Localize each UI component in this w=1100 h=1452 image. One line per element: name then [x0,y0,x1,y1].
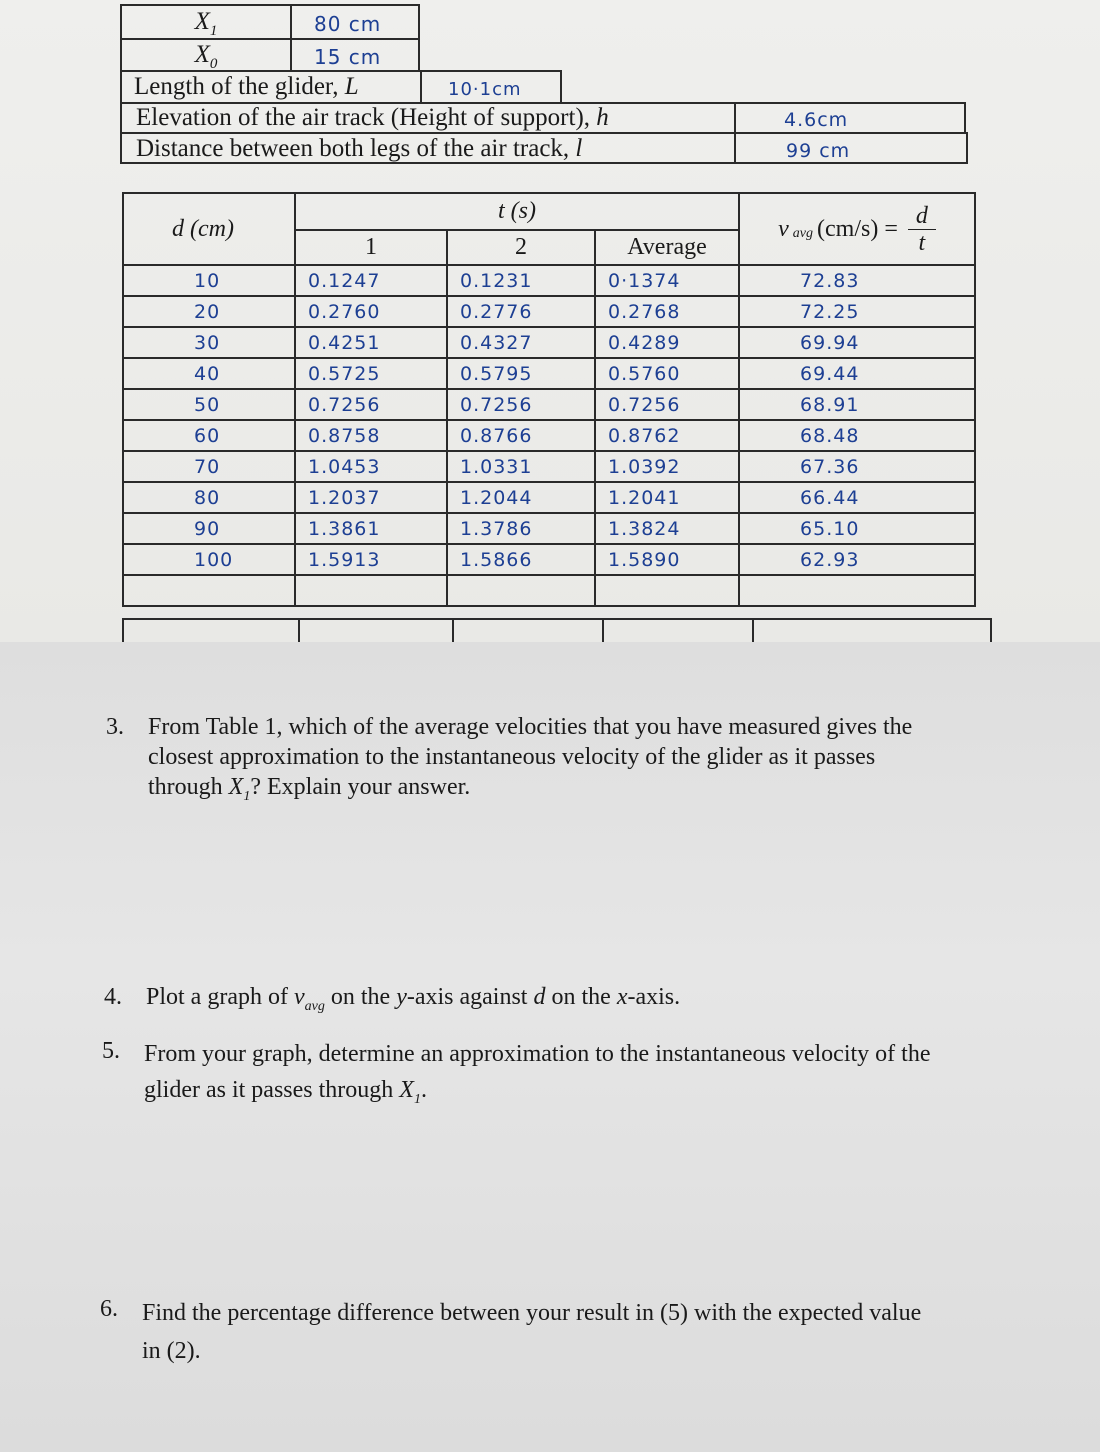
length-value: 10·1cm [448,79,522,100]
x1-label-cell [120,4,292,40]
velocity-symbol: v [778,215,789,242]
x0-value-cell [290,38,420,72]
elevation-label-cell [120,102,736,134]
header-average: Average [595,230,739,265]
table-row-empty [123,575,975,606]
question-3-line1: From Table 1, which of the average velocities that you have measured gives the [148,714,913,740]
velocity-unit: (cm/s) = [817,215,898,242]
question-3-number: 3. [106,714,124,740]
length-label-cell [120,70,422,104]
data-table [122,192,976,607]
header-t: t (s) [295,193,739,230]
velocity-fraction: $\frac{d}{t}$ [908,203,936,256]
distance-label-cell [120,132,736,164]
question-6-number: 6. [100,1296,118,1322]
table-row: 80 1.2037 1.2044 1.2041 66.44 [123,482,975,513]
table-row: 20 0.2760 0.2776 0.2768 72.25 [123,296,975,327]
question-5-line1: From your graph, determine an approximation to the instantaneous velocity of the [144,1041,931,1067]
length-label: Length of the glider, [134,73,345,100]
header-d: d (cm) [123,193,295,265]
x0-label-cell [120,38,292,72]
header-velocity [739,193,975,265]
elevation-symbol: h [596,104,609,131]
distance-value: 99 cm [786,140,851,162]
question-6-line2: in (2). [142,1338,201,1364]
x1-value-cell [290,4,420,40]
x1-value: 80 cm [314,12,382,36]
table-row: 70 1.0453 1.0331 1.0392 67.36 [123,451,975,482]
header-t2: 2 [447,230,595,265]
x0-label: X [194,41,210,68]
x1-label: X [194,8,210,35]
elevation-value-cell [734,102,966,134]
x1-sub: 1 [209,23,218,39]
table-row: 60 0.8758 0.8766 0.8762 68.48 [123,420,975,451]
length-symbol: L [344,73,359,100]
elevation-label: Elevation of the air track (Height of support), [136,104,597,131]
header-t1: 1 [295,230,447,265]
x0-sub: 0 [209,56,218,72]
table-row: 10 0.1247 0.1231 0·1374 72.83 [123,265,975,296]
length-value-cell [420,70,562,104]
question-5-number: 5. [102,1038,120,1064]
table-row: 30 0.4251 0.4327 0.4289 69.94 [123,327,975,358]
elevation-value: 4.6cm [784,109,849,131]
distance-label: Distance between both legs of the air track, [136,135,576,162]
distance-value-cell [734,132,968,164]
velocity-sub: avg [792,226,814,241]
question-4-number: 4. [104,984,122,1010]
table-row: 50 0.7256 0.7256 0.7256 68.91 [123,389,975,420]
question-6-line1: Find the percentage difference between your result in (5) with the expected value [142,1300,922,1326]
distance-symbol: l [575,135,583,162]
table-row: 90 1.3861 1.3786 1.3824 65.10 [123,513,975,544]
x0-value: 15 cm [314,45,382,69]
table-row-cut [122,618,992,642]
table-row: 40 0.5725 0.5795 0.5760 69.44 [123,358,975,389]
question-3-line2: closest approximation to the instantaneous velocity of the glider as it passes [148,744,876,770]
table-row: 100 1.5913 1.5866 1.5890 62.93 [123,544,975,575]
